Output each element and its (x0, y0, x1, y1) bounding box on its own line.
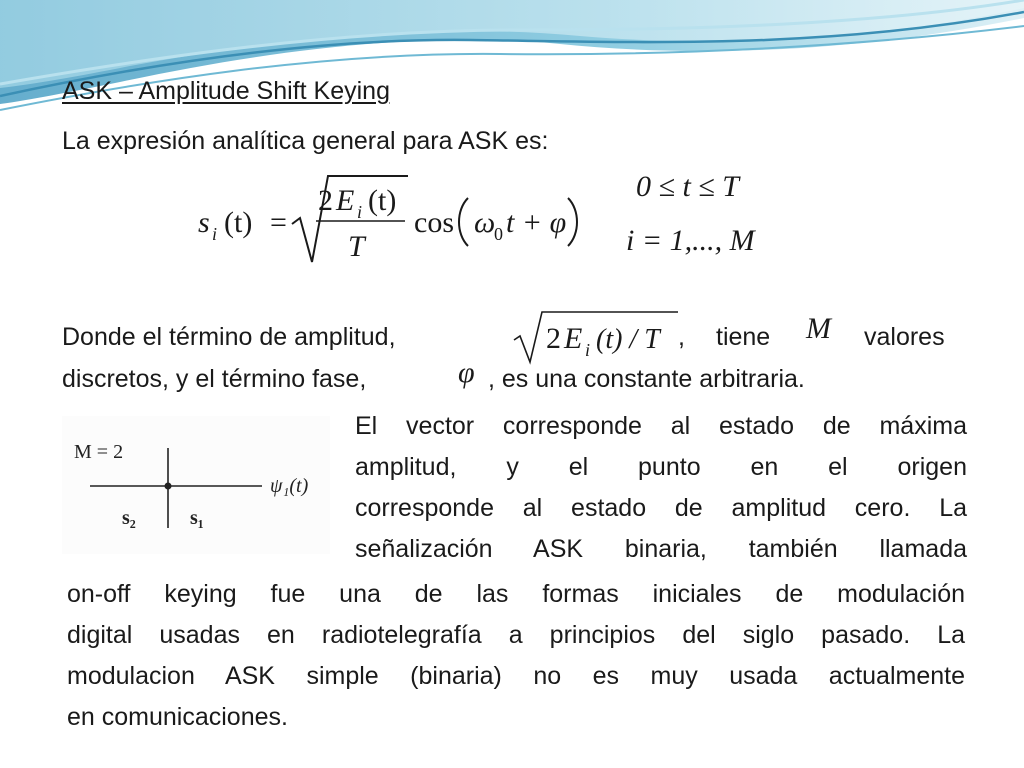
diagram-axis-label: ψ₁(t) (270, 475, 309, 497)
eq-lhs-s: s (198, 206, 210, 239)
right-paragraph-line: corresponde al estado de amplitud cero. La (355, 494, 967, 522)
phase-lead: discretos, y el término fase, (62, 365, 367, 393)
right-paragraph-line: señalización ASK binaria, también llamada (355, 535, 967, 563)
eq-paren-close (568, 198, 577, 246)
eq-range-t: 0 ≤ t ≤ T (636, 170, 739, 203)
eq-range-i: i = 1,..., M (626, 224, 755, 257)
amplitude-valores: valores (864, 323, 945, 351)
eq-num-arg: (t) (368, 184, 397, 217)
amplitude-tiene: tiene (716, 323, 771, 351)
bottom-paragraph-line: on-off keying fue una de las formas iniciales de modulación (67, 580, 965, 608)
amp-E: E (564, 322, 583, 355)
diagram-s1: s₁ (190, 507, 204, 529)
diagram-m-label: M = 2 (74, 441, 124, 463)
amp-sub: i (585, 340, 591, 360)
phase-phi: φ (458, 356, 475, 389)
amp-coef: 2 (546, 322, 561, 355)
amplitude-comma: , (678, 323, 685, 351)
ask-constellation-diagram (62, 416, 330, 554)
bottom-paragraph-line: modulacion ASK simple (binaria) no es muy usada actualmente (67, 662, 965, 690)
eq-lhs-arg: (t) (224, 206, 253, 239)
ask-equation (0, 0, 1024, 300)
amplitude-lead: Donde el término de amplitud, (62, 323, 396, 351)
eq-denominator: T (348, 230, 365, 263)
right-paragraph-line: El vector corresponde al estado de máxima (355, 412, 967, 440)
bottom-paragraph-line: en comunicaciones. (67, 703, 288, 731)
eq-omega: ω (474, 206, 496, 239)
phase-tail: , es una constante arbitraria. (488, 365, 805, 393)
eq-cos: cos (414, 206, 454, 239)
bottom-paragraph-line: digital usadas en radiotelegrafía a principios del siglo pasado. La (67, 621, 965, 649)
eq-num-E: E (336, 184, 355, 217)
bottom-paragraph (67, 574, 965, 738)
amp-rest: (t) / T (596, 324, 660, 355)
right-paragraph-line: amplitud, y el punto en el origen (355, 453, 967, 481)
eq-equals: = (270, 206, 287, 239)
eq-phase-rest: t + φ (506, 206, 567, 239)
eq-lhs-sub: i (212, 224, 218, 244)
diagram-s2: s₂ (122, 507, 136, 529)
right-paragraph (355, 406, 967, 570)
eq-num-sub: i (357, 202, 363, 222)
eq-num-coef: 2 (318, 184, 333, 217)
intro-text: La expresión analítica general para ASK es: (62, 127, 549, 155)
eq-omega-sub: 0 (494, 224, 503, 244)
eq-paren-open (459, 198, 468, 246)
diagram-origin-point (165, 483, 172, 490)
amplitude-M: M (806, 312, 831, 345)
slide-title: ASK – Amplitude Shift Keying (62, 77, 390, 105)
